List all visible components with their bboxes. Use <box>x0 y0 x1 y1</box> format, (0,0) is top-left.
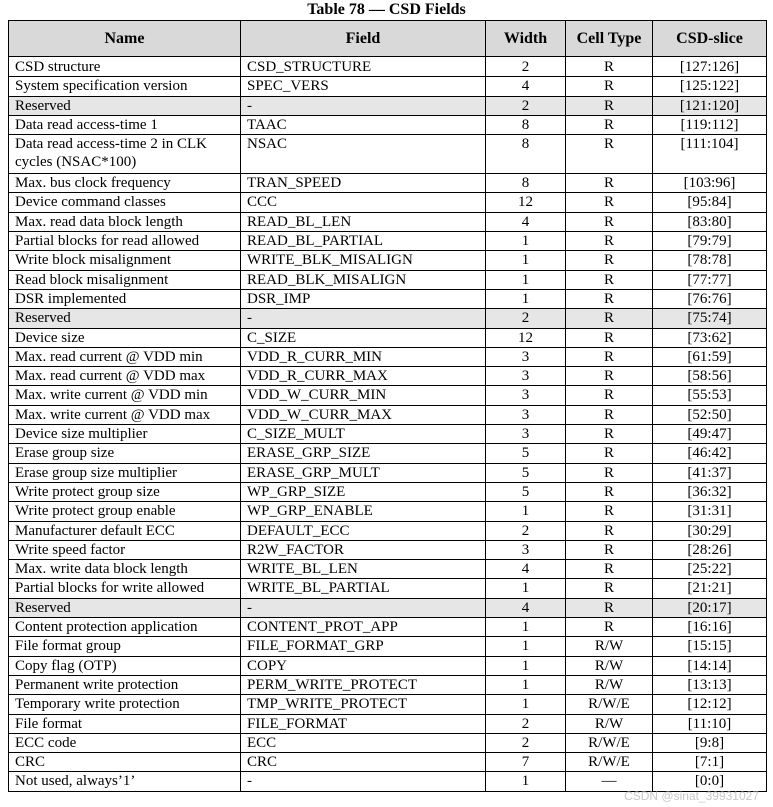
cell-width: 3 <box>486 367 566 386</box>
cell-type: R/W <box>566 656 653 675</box>
cell-width: 12 <box>486 193 566 212</box>
column-header-field: Field <box>241 21 486 57</box>
column-header-width: Width <box>486 21 566 57</box>
cell-field: CRC <box>241 753 486 772</box>
cell-width: 8 <box>486 135 566 174</box>
cell-type: R <box>566 193 653 212</box>
cell-name: Max. write current @ VDD max <box>9 405 241 424</box>
watermark: CSDN @sinat_39931027 <box>624 789 759 803</box>
cell-width: 2 <box>486 57 566 77</box>
table-row <box>9 753 767 772</box>
cell-type: R <box>566 328 653 347</box>
cell-slice: [73:62] <box>653 328 767 347</box>
cell-field: ECC <box>241 733 486 752</box>
cell-field: VDD_W_CURR_MIN <box>241 386 486 405</box>
cell-field: - <box>241 96 486 115</box>
cell-name: Max. read current @ VDD min <box>9 347 241 366</box>
cell-slice: [58:56] <box>653 367 767 386</box>
cell-field: VDD_R_CURR_MIN <box>241 347 486 366</box>
cell-type: R <box>566 521 653 540</box>
cell-name: Partial blocks for write allowed <box>9 579 241 598</box>
cell-field: PERM_WRITE_PROTECT <box>241 675 486 694</box>
cell-width: 2 <box>486 521 566 540</box>
cell-width: 8 <box>486 174 566 193</box>
table-row <box>9 714 767 733</box>
cell-field: - <box>241 309 486 328</box>
cell-slice: [15:15] <box>653 637 767 656</box>
table-row <box>9 77 767 96</box>
cell-name: Permanent write protection <box>9 675 241 694</box>
cell-width: 3 <box>486 540 566 559</box>
table-title: Table 78 — CSD Fields <box>307 1 466 18</box>
cell-field: READ_BL_PARTIAL <box>241 232 486 251</box>
cell-slice: [7:1] <box>653 753 767 772</box>
cell-field: NSAC <box>241 135 486 174</box>
cell-slice: [78:78] <box>653 251 767 270</box>
cell-width: 1 <box>486 637 566 656</box>
cell-name: System specification version <box>9 77 241 96</box>
cell-width: 1 <box>486 772 566 791</box>
cell-slice: [25:22] <box>653 560 767 579</box>
table-row <box>9 695 767 714</box>
table-row <box>9 482 767 501</box>
cell-width: 1 <box>486 289 566 308</box>
cell-slice: [127:126] <box>653 57 767 77</box>
cell-width: 1 <box>486 656 566 675</box>
cell-name: Max. read current @ VDD max <box>9 367 241 386</box>
table-row <box>9 347 767 366</box>
cell-slice: [12:12] <box>653 695 767 714</box>
cell-type: R <box>566 251 653 270</box>
table-row <box>9 405 767 424</box>
cell-width: 5 <box>486 444 566 463</box>
cell-field: WRITE_BL_PARTIAL <box>241 579 486 598</box>
cell-width: 1 <box>486 270 566 289</box>
cell-type: R <box>566 618 653 637</box>
cell-name: DSR implemented <box>9 289 241 308</box>
cell-field: WRITE_BLK_MISALIGN <box>241 251 486 270</box>
cell-type: R/W <box>566 637 653 656</box>
cell-width: 5 <box>486 482 566 501</box>
cell-type: R <box>566 502 653 521</box>
cell-width: 1 <box>486 502 566 521</box>
table-row <box>9 579 767 598</box>
cell-field: VDD_W_CURR_MAX <box>241 405 486 424</box>
cell-field: TAAC <box>241 115 486 134</box>
cell-width: 3 <box>486 386 566 405</box>
cell-name: Temporary write protection <box>9 695 241 714</box>
cell-slice: [11:10] <box>653 714 767 733</box>
cell-name: Write protect group enable <box>9 502 241 521</box>
cell-name: Reserved <box>9 598 241 617</box>
cell-name: Content protection application <box>9 618 241 637</box>
cell-field: ERASE_GRP_SIZE <box>241 444 486 463</box>
table-header-row <box>9 21 767 57</box>
table-row <box>9 656 767 675</box>
table-row <box>9 502 767 521</box>
cell-type: R <box>566 367 653 386</box>
cell-type: R <box>566 444 653 463</box>
cell-slice: [31:31] <box>653 502 767 521</box>
cell-type: R <box>566 270 653 289</box>
cell-width: 1 <box>486 251 566 270</box>
table-row <box>9 598 767 617</box>
cell-slice: [121:120] <box>653 96 767 115</box>
cell-width: 3 <box>486 425 566 444</box>
cell-type: R <box>566 115 653 134</box>
cell-name: File format <box>9 714 241 733</box>
cell-type: R/W/E <box>566 753 653 772</box>
cell-name: Manufacturer default ECC <box>9 521 241 540</box>
cell-name: Write block misalignment <box>9 251 241 270</box>
cell-type: R <box>566 405 653 424</box>
cell-type: R/W/E <box>566 733 653 752</box>
cell-field: CONTENT_PROT_APP <box>241 618 486 637</box>
table-row <box>9 270 767 289</box>
table-row <box>9 309 767 328</box>
cell-type: R <box>566 212 653 231</box>
cell-field: READ_BL_LEN <box>241 212 486 231</box>
cell-width: 2 <box>486 714 566 733</box>
cell-width: 5 <box>486 463 566 482</box>
cell-slice: [28:26] <box>653 540 767 559</box>
cell-type: R <box>566 482 653 501</box>
table-row <box>9 367 767 386</box>
cell-width: 3 <box>486 405 566 424</box>
cell-type: R <box>566 598 653 617</box>
cell-name: Reserved <box>9 96 241 115</box>
cell-field: FILE_FORMAT <box>241 714 486 733</box>
cell-name: CSD structure <box>9 57 241 77</box>
cell-field: SPEC_VERS <box>241 77 486 96</box>
table-row <box>9 115 767 134</box>
cell-field: C_SIZE <box>241 328 486 347</box>
cell-width: 7 <box>486 753 566 772</box>
table-row <box>9 232 767 251</box>
cell-width: 4 <box>486 560 566 579</box>
cell-type: R <box>566 560 653 579</box>
cell-slice: [41:37] <box>653 463 767 482</box>
cell-width: 12 <box>486 328 566 347</box>
cell-slice: [14:14] <box>653 656 767 675</box>
cell-width: 2 <box>486 733 566 752</box>
cell-type: — <box>566 772 653 791</box>
table-row <box>9 96 767 115</box>
cell-width: 4 <box>486 212 566 231</box>
table-row <box>9 560 767 579</box>
cell-field: WP_GRP_SIZE <box>241 482 486 501</box>
cell-name: CRC <box>9 753 241 772</box>
cell-slice: [111:104] <box>653 135 767 174</box>
cell-width: 1 <box>486 675 566 694</box>
cell-name: Max. write current @ VDD min <box>9 386 241 405</box>
cell-name: Not used, always’1’ <box>9 772 241 791</box>
cell-type: R <box>566 540 653 559</box>
cell-slice: [79:79] <box>653 232 767 251</box>
table-row <box>9 57 767 77</box>
cell-type: R <box>566 289 653 308</box>
cell-field: WRITE_BL_LEN <box>241 560 486 579</box>
table-row <box>9 733 767 752</box>
cell-field: - <box>241 772 486 791</box>
column-header-csd-slice: CSD-slice <box>653 21 767 57</box>
cell-name: Copy flag (OTP) <box>9 656 241 675</box>
cell-type: R <box>566 135 653 174</box>
cell-type: R <box>566 347 653 366</box>
table-row <box>9 212 767 231</box>
cell-field: CCC <box>241 193 486 212</box>
table-row <box>9 386 767 405</box>
cell-name: File format group <box>9 637 241 656</box>
cell-name: Device size multiplier <box>9 425 241 444</box>
cell-slice: [76:76] <box>653 289 767 308</box>
cell-slice: [9:8] <box>653 733 767 752</box>
cell-name: Device size <box>9 328 241 347</box>
cell-type: R <box>566 425 653 444</box>
table-row <box>9 618 767 637</box>
cell-type: R <box>566 232 653 251</box>
table-row <box>9 540 767 559</box>
table-row <box>9 463 767 482</box>
cell-name: Read block misalignment <box>9 270 241 289</box>
cell-field: ERASE_GRP_MULT <box>241 463 486 482</box>
csd-fields-table <box>8 20 767 792</box>
cell-slice: [16:16] <box>653 618 767 637</box>
cell-field: FILE_FORMAT_GRP <box>241 637 486 656</box>
column-header-name: Name <box>9 21 241 57</box>
cell-field: VDD_R_CURR_MAX <box>241 367 486 386</box>
cell-slice: [55:53] <box>653 386 767 405</box>
cell-name: Write speed factor <box>9 540 241 559</box>
cell-type: R <box>566 579 653 598</box>
cell-width: 2 <box>486 309 566 328</box>
cell-slice: [125:122] <box>653 77 767 96</box>
cell-slice: [30:29] <box>653 521 767 540</box>
cell-width: 1 <box>486 695 566 714</box>
cell-width: 1 <box>486 618 566 637</box>
cell-name: Erase group size multiplier <box>9 463 241 482</box>
cell-name: Max. read data block length <box>9 212 241 231</box>
cell-width: 1 <box>486 579 566 598</box>
table-row <box>9 425 767 444</box>
cell-field: WP_GRP_ENABLE <box>241 502 486 521</box>
cell-field: R2W_FACTOR <box>241 540 486 559</box>
cell-type: R <box>566 57 653 77</box>
cell-slice: [0:0] <box>653 772 767 791</box>
cell-slice: [75:74] <box>653 309 767 328</box>
cell-name: Data read access-time 2 in CLK cycles (NSAC*100) <box>9 135 241 174</box>
cell-width: 2 <box>486 96 566 115</box>
table-row <box>9 251 767 270</box>
column-header-cell-type: Cell Type <box>566 21 653 57</box>
cell-width: 4 <box>486 77 566 96</box>
cell-width: 4 <box>486 598 566 617</box>
cell-slice: [46:42] <box>653 444 767 463</box>
table-row <box>9 193 767 212</box>
cell-field: TMP_WRITE_PROTECT <box>241 695 486 714</box>
table-row <box>9 675 767 694</box>
table-row <box>9 521 767 540</box>
cell-field: - <box>241 598 486 617</box>
cell-field: CSD_STRUCTURE <box>241 57 486 77</box>
cell-type: R <box>566 77 653 96</box>
cell-type: R/W <box>566 714 653 733</box>
cell-name: Max. bus clock frequency <box>9 174 241 193</box>
table-row <box>9 135 767 174</box>
cell-name: Data read access-time 1 <box>9 115 241 134</box>
cell-name: Device command classes <box>9 193 241 212</box>
table-row <box>9 174 767 193</box>
cell-name: Reserved <box>9 309 241 328</box>
cell-name: Max. write data block length <box>9 560 241 579</box>
cell-type: R <box>566 174 653 193</box>
cell-name: Write protect group size <box>9 482 241 501</box>
cell-slice: [61:59] <box>653 347 767 366</box>
cell-field: READ_BLK_MISALIGN <box>241 270 486 289</box>
cell-type: R <box>566 309 653 328</box>
cell-slice: [77:77] <box>653 270 767 289</box>
cell-slice: [103:96] <box>653 174 767 193</box>
cell-type: R <box>566 96 653 115</box>
cell-field: C_SIZE_MULT <box>241 425 486 444</box>
cell-width: 8 <box>486 115 566 134</box>
cell-name: ECC code <box>9 733 241 752</box>
cell-type: R/W <box>566 675 653 694</box>
cell-type: R <box>566 463 653 482</box>
cell-slice: [21:21] <box>653 579 767 598</box>
cell-field: DSR_IMP <box>241 289 486 308</box>
cell-slice: [20:17] <box>653 598 767 617</box>
cell-slice: [52:50] <box>653 405 767 424</box>
cell-type: R <box>566 386 653 405</box>
cell-slice: [13:13] <box>653 675 767 694</box>
cell-slice: [95:84] <box>653 193 767 212</box>
table-row <box>9 328 767 347</box>
cell-slice: [49:47] <box>653 425 767 444</box>
cell-name: Erase group size <box>9 444 241 463</box>
table-row <box>9 444 767 463</box>
cell-slice: [36:32] <box>653 482 767 501</box>
cell-field: TRAN_SPEED <box>241 174 486 193</box>
cell-type: R/W/E <box>566 695 653 714</box>
cell-width: 3 <box>486 347 566 366</box>
table-row <box>9 289 767 308</box>
cell-width: 1 <box>486 232 566 251</box>
cell-field: COPY <box>241 656 486 675</box>
table-row <box>9 637 767 656</box>
cell-name: Partial blocks for read allowed <box>9 232 241 251</box>
cell-slice: [119:112] <box>653 115 767 134</box>
cell-field: DEFAULT_ECC <box>241 521 486 540</box>
cell-slice: [83:80] <box>653 212 767 231</box>
